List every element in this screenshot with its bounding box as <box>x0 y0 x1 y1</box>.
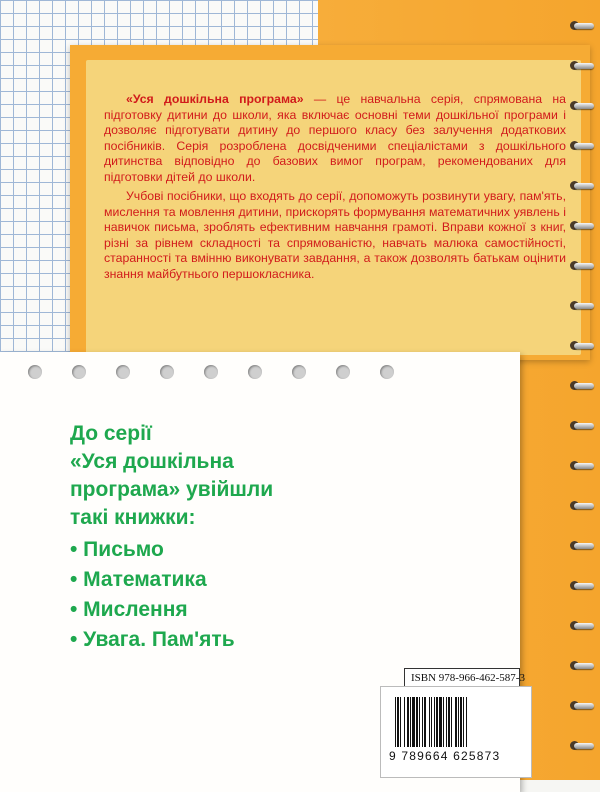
ring-icon <box>572 420 600 434</box>
hole-icon <box>72 365 86 379</box>
hole-icon <box>380 365 394 379</box>
book-item-myslennia: • Мислення <box>70 598 188 621</box>
ring-icon <box>572 500 600 514</box>
series-heading-line-3: програма» увійшли <box>70 478 274 501</box>
hole-icon <box>160 365 174 379</box>
series-heading-line-2: «Уся дошкільна <box>70 450 234 473</box>
barcode-bars <box>395 697 519 747</box>
ring-icon <box>572 460 600 474</box>
hole-icon <box>292 365 306 379</box>
hole-icon <box>116 365 130 379</box>
ring-icon <box>572 540 600 554</box>
paragraph-1-body: — це навчальна серія, спрямована на підготовку дитини до школи, яка включає основні теми дошкільної програми і дозволяє підготувати дитину до першого класу без залучення додаткових посібників. Серія розроблена досвідченими спеціалістами з дошкільного дитинства відповідно до базових вимог програм, рекомендованих для підготовки дітей до школи. <box>104 92 566 184</box>
book-item-uvaha: • Увага. Пам'ять <box>70 628 235 651</box>
barcode-number: 9 789664 625873 <box>389 749 501 763</box>
hole-icon <box>336 365 350 379</box>
description-panel <box>86 60 581 355</box>
ring-icon <box>572 140 600 154</box>
ring-icon <box>572 180 600 194</box>
series-heading-line-4: такі книжки: <box>70 506 196 529</box>
ring-icon <box>572 340 600 354</box>
hole-icon <box>248 365 262 379</box>
ring-icon <box>572 700 600 714</box>
ring-icon <box>572 20 600 34</box>
ring-icon <box>572 660 600 674</box>
description-paragraph-2: Учбові посібники, що входять до серії, допоможуть розвинути увагу, пам'ять, мислення та мовлення дитини, прискорять формування математичних уявлень і навичок письма, зроблять ефективним навчання грамоті. Вправи кожної з книг, різні за рівнем складності та спрямованістю, навчать малюка самостійності, старанності та вмінню виконувати завдання, а також дозволять батькам оцінити знання майбутнього першокласника. <box>104 189 566 281</box>
ring-icon <box>572 220 600 234</box>
ring-icon <box>572 60 600 74</box>
hole-icon <box>28 365 42 379</box>
book-list <box>70 536 273 654</box>
isbn-label: ISBN 978-966-462-587-3 <box>404 668 520 688</box>
description-paragraph-1 <box>104 92 566 185</box>
barcode-bar <box>467 697 468 747</box>
series-title-inline: «Уся дошкільна програма» <box>126 92 304 106</box>
ring-icon <box>572 300 600 314</box>
book-item-matematyka: • Математика <box>70 568 207 591</box>
ring-icon <box>572 740 600 754</box>
series-list-box <box>70 420 273 656</box>
hole-icon <box>204 365 218 379</box>
ring-icon <box>572 100 600 114</box>
barcode <box>380 686 532 778</box>
description-text <box>104 92 566 286</box>
book-item-pysmo: • Письмо <box>70 538 164 561</box>
ring-icon <box>572 380 600 394</box>
series-heading-line-1: До серії <box>70 422 152 445</box>
paper-holes <box>28 365 394 379</box>
ring-icon <box>572 580 600 594</box>
ring-icon <box>572 620 600 634</box>
ring-icon <box>572 260 600 274</box>
